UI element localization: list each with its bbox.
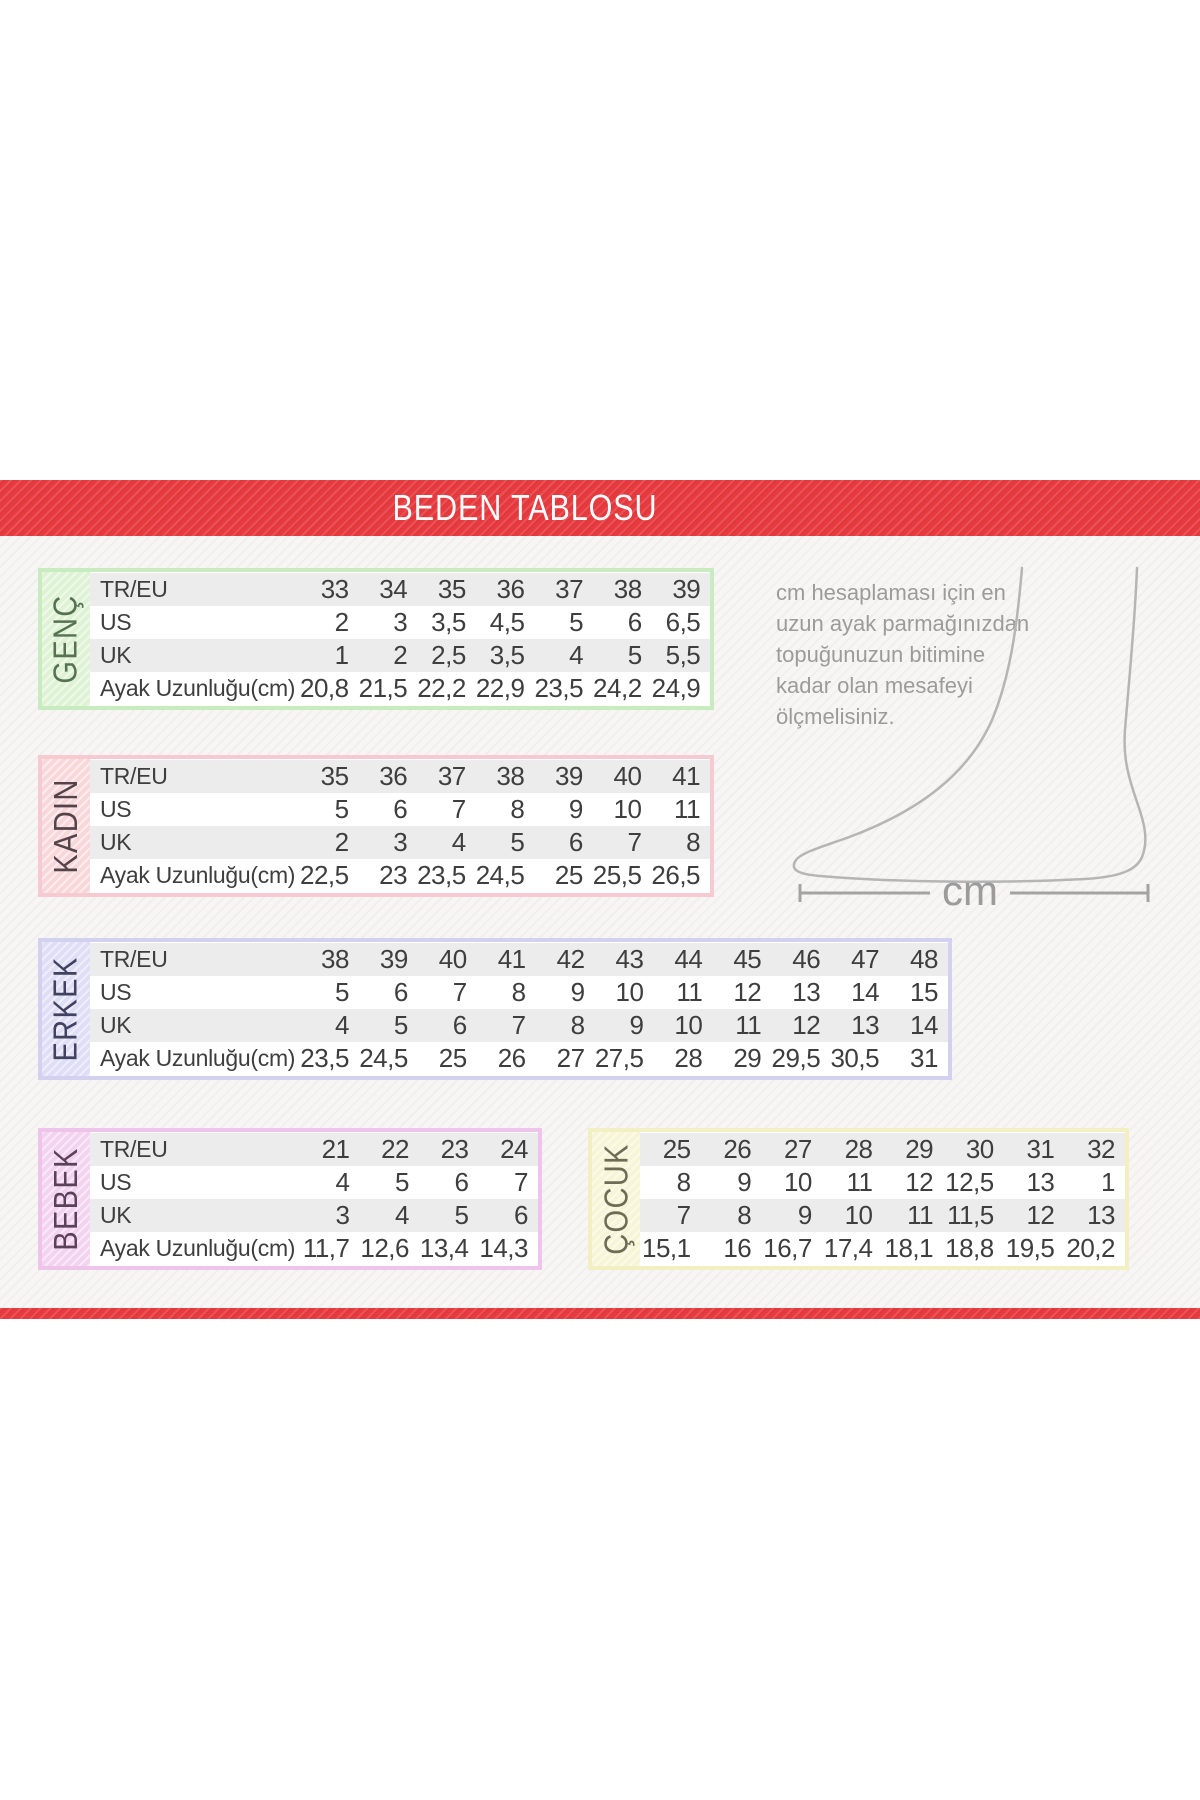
size-value: 5 <box>510 827 525 857</box>
size-value: 6 <box>568 827 583 857</box>
table-row <box>90 672 710 705</box>
table-row <box>640 1166 1125 1199</box>
size-value: 28 <box>844 1134 873 1164</box>
table-row <box>640 1199 1125 1232</box>
table-row <box>90 943 948 976</box>
size-value: 40 <box>438 944 467 974</box>
size-value: 6 <box>627 607 642 637</box>
size-value: 24,5 <box>359 1043 408 1073</box>
size-value: 9 <box>737 1167 752 1197</box>
size-value: 15 <box>910 977 938 1007</box>
size-value: 30,5 <box>830 1043 880 1073</box>
size-value: 27 <box>783 1134 812 1164</box>
size-value: 40 <box>613 761 642 791</box>
row-header: US <box>100 609 132 635</box>
size-value: 8 <box>676 1167 691 1197</box>
table-row <box>90 1009 948 1042</box>
size-value: 5 <box>393 1010 408 1040</box>
size-value: 11 <box>674 794 701 824</box>
size-value: 25 <box>554 860 583 890</box>
size-value: 24,5 <box>475 860 525 890</box>
size-value: 8 <box>511 977 526 1007</box>
table-row <box>90 1166 538 1199</box>
size-value: 9 <box>629 1010 644 1040</box>
size-value: 7 <box>676 1200 691 1230</box>
size-value: 11 <box>846 1167 873 1197</box>
size-value: 12 <box>733 977 762 1007</box>
row-header: UK <box>100 642 132 668</box>
size-value: 10 <box>844 1200 873 1230</box>
size-value: 13 <box>792 977 821 1007</box>
size-value: 6 <box>452 1010 467 1040</box>
foot-illustration <box>780 552 1170 912</box>
size-value: 29 <box>905 1134 934 1164</box>
table-rows <box>640 1132 1125 1266</box>
size-value: 26,5 <box>651 860 701 890</box>
size-value: 23 <box>440 1134 469 1164</box>
size-value: 11 <box>735 1010 762 1040</box>
size-value: 7 <box>514 1167 528 1197</box>
size-value: 3 <box>393 607 408 637</box>
size-value: 39 <box>554 761 583 791</box>
table-row <box>90 976 948 1009</box>
size-value: 45 <box>733 944 762 974</box>
size-value: 28 <box>674 1043 703 1073</box>
size-value: 16,7 <box>763 1233 812 1263</box>
size-table-kadin <box>38 755 714 897</box>
size-value: 1 <box>1101 1167 1115 1197</box>
row-header: TR/EU <box>100 1136 168 1162</box>
size-value: 2 <box>334 827 349 857</box>
table-row <box>90 1232 538 1265</box>
table-row <box>90 859 710 892</box>
size-value: 10 <box>783 1167 812 1197</box>
size-value: 23 <box>379 860 408 890</box>
size-value: 7 <box>452 977 467 1007</box>
size-value: 5 <box>395 1167 409 1197</box>
size-value: 12 <box>792 1010 821 1040</box>
size-value: 25 <box>438 1043 467 1073</box>
size-value: 3,5 <box>489 640 525 670</box>
size-value: 4 <box>395 1200 409 1230</box>
size-value: 42 <box>556 944 585 974</box>
size-value: 31 <box>910 1043 938 1073</box>
size-value: 12 <box>905 1167 934 1197</box>
size-value: 4 <box>451 827 466 857</box>
table-rows <box>90 1132 538 1266</box>
size-value: 13,4 <box>419 1233 469 1263</box>
size-value: 22 <box>381 1134 409 1164</box>
size-value: 25 <box>662 1134 691 1164</box>
size-value: 13 <box>1087 1200 1115 1230</box>
size-value: 4 <box>569 640 584 670</box>
size-value: 14 <box>851 977 880 1007</box>
table-category-strip <box>592 1132 640 1266</box>
size-value: 5 <box>627 640 642 670</box>
size-value: 3,5 <box>431 607 466 637</box>
size-value: 12,6 <box>360 1233 409 1263</box>
row-header: TR/EU <box>100 576 168 602</box>
size-value: 36 <box>379 761 408 791</box>
size-value: 10 <box>674 1010 703 1040</box>
table-category-strip <box>42 942 90 1076</box>
size-value: 38 <box>496 761 525 791</box>
size-value: 27 <box>556 1043 585 1073</box>
table-category-strip <box>42 572 90 706</box>
size-value: 8 <box>737 1200 752 1230</box>
instruction-line: uzun ayak parmağınızdan <box>776 611 1030 636</box>
size-value: 34 <box>379 574 408 604</box>
size-value: 15,1 <box>642 1233 691 1263</box>
size-value: 6 <box>514 1200 528 1230</box>
cm-label: cm <box>942 867 998 912</box>
size-value: 2 <box>334 607 349 637</box>
size-value: 43 <box>615 944 644 974</box>
size-value: 12,5 <box>945 1167 994 1197</box>
size-value: 20,2 <box>1066 1233 1115 1263</box>
size-value: 35 <box>437 574 466 604</box>
size-value: 38 <box>613 574 642 604</box>
foot-outline-icon <box>794 568 1146 882</box>
table-category-strip <box>42 759 90 893</box>
row-header: Ayak Uzunluğu(cm) <box>100 1235 296 1261</box>
size-value: 29 <box>733 1043 762 1073</box>
size-value: 8 <box>510 794 525 824</box>
row-header: TR/EU <box>100 763 168 789</box>
size-value: 4,5 <box>489 607 525 637</box>
size-value: 7 <box>511 1010 526 1040</box>
size-value: 46 <box>792 944 821 974</box>
size-value: 30 <box>965 1134 994 1164</box>
size-value: 14,3 <box>479 1233 528 1263</box>
size-value: 35 <box>320 761 349 791</box>
table-category-label: KADIN <box>47 778 85 874</box>
size-value: 6 <box>393 977 408 1007</box>
size-value: 10 <box>613 794 642 824</box>
title-banner <box>0 480 1200 536</box>
size-value: 23,5 <box>534 673 584 703</box>
size-value: 9 <box>570 977 585 1007</box>
size-value: 5,5 <box>665 640 701 670</box>
size-value: 8 <box>686 827 701 857</box>
size-value: 6,5 <box>665 607 701 637</box>
size-value: 44 <box>674 944 703 974</box>
table-row <box>90 1133 538 1166</box>
table-rows <box>90 572 710 706</box>
size-value: 12 <box>1026 1200 1055 1230</box>
table-row <box>90 606 710 639</box>
size-value: 10 <box>615 977 644 1007</box>
size-value: 14 <box>910 1010 938 1040</box>
row-header: UK <box>100 1202 132 1228</box>
size-value: 7 <box>627 827 642 857</box>
table-row <box>90 1042 948 1075</box>
table-category-label: GENÇ <box>47 594 84 684</box>
size-value: 47 <box>851 944 880 974</box>
size-value: 24,2 <box>593 673 642 703</box>
table-row <box>90 639 710 672</box>
table-row <box>90 1199 538 1232</box>
row-header: Ayak Uzunluğu(cm) <box>100 862 296 888</box>
row-header: TR/EU <box>100 946 168 972</box>
table-row <box>640 1232 1125 1265</box>
row-header: Ayak Uzunluğu(cm) <box>100 1045 296 1071</box>
instruction-line: ölçmelisiniz. <box>776 704 895 729</box>
size-value: 41 <box>497 944 526 974</box>
size-value: 8 <box>570 1010 585 1040</box>
table-row <box>90 760 710 793</box>
size-value: 5 <box>334 977 349 1007</box>
size-value: 18,1 <box>884 1233 934 1263</box>
size-value: 3 <box>393 827 408 857</box>
size-value: 7 <box>451 794 466 824</box>
size-value: 19,5 <box>1005 1233 1055 1263</box>
bottom-red-bar <box>0 1308 1200 1319</box>
table-category-label: ÇOCUK <box>597 1143 634 1255</box>
size-value: 39 <box>379 944 408 974</box>
size-value: 26 <box>723 1134 752 1164</box>
size-value: 3 <box>335 1200 350 1230</box>
size-value: 20,8 <box>300 673 349 703</box>
instruction-line: topuğunuzun bitimine <box>776 642 986 667</box>
size-table-cocuk <box>588 1128 1129 1270</box>
size-table-genc <box>38 568 714 710</box>
size-value: 16 <box>723 1233 752 1263</box>
size-value: 11,5 <box>947 1200 994 1230</box>
size-value: 6 <box>393 794 408 824</box>
row-header: US <box>100 979 132 1005</box>
size-value: 21,5 <box>358 673 408 703</box>
size-value: 39 <box>672 574 701 604</box>
size-value: 18,8 <box>945 1233 994 1263</box>
table-row <box>640 1133 1125 1166</box>
size-value: 21 <box>321 1134 350 1164</box>
instruction-line: kadar olan mesafeyi <box>776 673 973 698</box>
size-value: 48 <box>910 944 938 974</box>
size-value: 5 <box>334 794 349 824</box>
table-row <box>90 826 710 859</box>
size-value: 32 <box>1087 1134 1115 1164</box>
row-header: US <box>100 1169 132 1195</box>
size-value: 29,5 <box>771 1043 821 1073</box>
table-category-strip <box>42 1132 90 1266</box>
table-row <box>90 573 710 606</box>
size-value: 37 <box>437 761 466 791</box>
size-value: 5 <box>454 1200 469 1230</box>
size-value: 31 <box>1026 1134 1055 1164</box>
table-category-label: BEBEK <box>47 1147 84 1251</box>
size-value: 25,5 <box>592 860 642 890</box>
size-value: 17,4 <box>823 1233 873 1263</box>
row-header: UK <box>100 1012 132 1038</box>
size-value: 22,2 <box>417 673 466 703</box>
size-value: 9 <box>797 1200 812 1230</box>
table-rows <box>90 759 710 893</box>
size-value: 22,5 <box>300 860 349 890</box>
row-header: UK <box>100 829 132 855</box>
size-value: 36 <box>496 574 525 604</box>
size-value: 4 <box>335 1167 350 1197</box>
size-value: 11,7 <box>302 1233 350 1263</box>
row-header: Ayak Uzunluğu(cm) <box>100 675 296 701</box>
size-value: 26 <box>497 1043 526 1073</box>
size-value: 22,9 <box>475 673 525 703</box>
size-value: 11 <box>907 1200 934 1230</box>
row-header: US <box>100 796 132 822</box>
size-value: 37 <box>555 574 584 604</box>
size-value: 9 <box>568 794 583 824</box>
size-value: 33 <box>320 574 349 604</box>
page-title: BEDEN TABLOSU <box>392 487 658 528</box>
size-table-erkek <box>38 938 952 1080</box>
size-value: 23,5 <box>300 1043 349 1073</box>
size-value: 6 <box>454 1167 469 1197</box>
size-value: 41 <box>672 761 701 791</box>
size-value: 2,5 <box>431 640 466 670</box>
table-category-label: ERKEK <box>47 956 84 1062</box>
size-value: 27,5 <box>594 1043 644 1073</box>
size-table-bebek <box>38 1128 542 1270</box>
size-value: 23,5 <box>417 860 466 890</box>
size-value: 13 <box>851 1010 880 1040</box>
size-value: 24 <box>500 1134 528 1164</box>
size-value: 1 <box>334 640 349 670</box>
instruction-line: cm hesaplaması için en <box>776 580 1006 605</box>
size-value: 11 <box>676 977 703 1007</box>
size-value: 5 <box>569 607 584 637</box>
table-rows <box>90 942 948 1076</box>
table-row <box>90 793 710 826</box>
size-value: 38 <box>320 944 349 974</box>
size-value: 13 <box>1026 1167 1055 1197</box>
size-value: 24,9 <box>651 673 701 703</box>
size-value: 2 <box>393 640 408 670</box>
size-value: 4 <box>334 1010 349 1040</box>
